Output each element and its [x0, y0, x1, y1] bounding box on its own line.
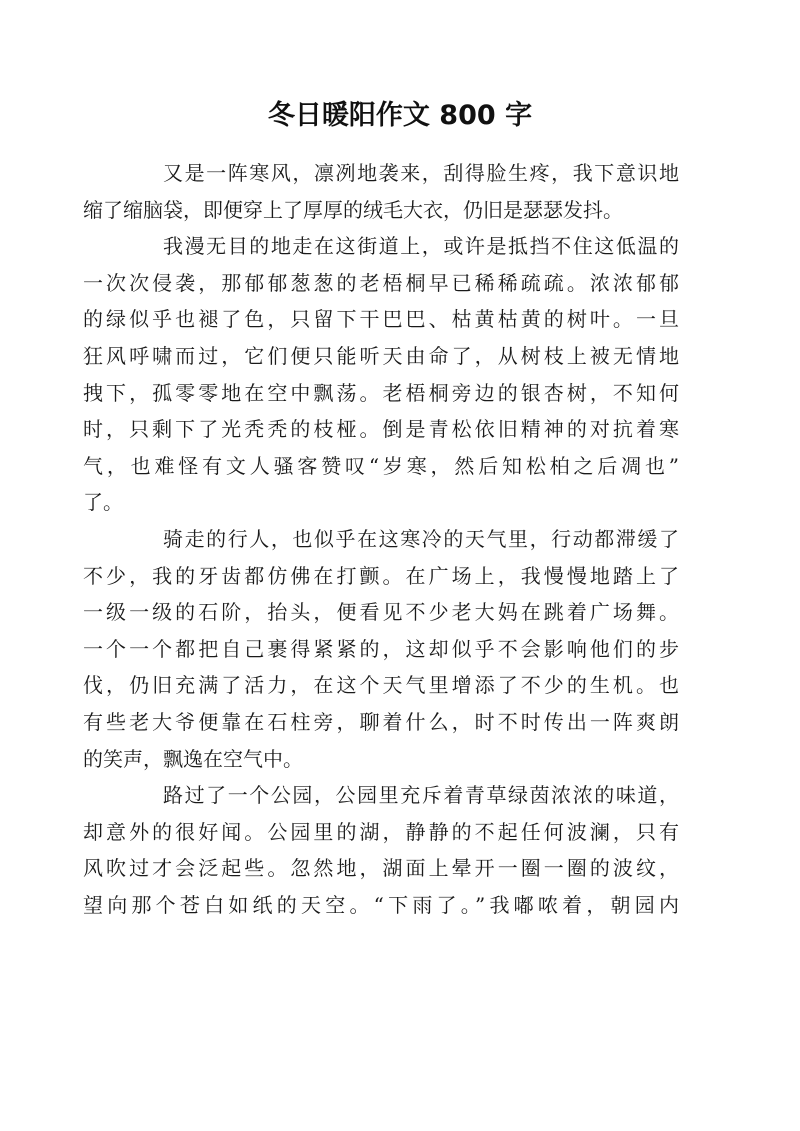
text-line: 有些老大爷便靠在石柱旁，聊着什么，时不时传出一阵爽朗 [83, 709, 679, 734]
text-line: 一级一级的石阶，抬头，便看见不少老大妈在跳着广场舞。 [83, 600, 679, 625]
text-line: 伐，仍旧充满了活力，在这个天气里增添了不少的生机。也 [83, 673, 679, 698]
text-line: 风吹过才会泛起些。忽然地，湖面上晕开一圈一圈的波纹， [83, 856, 679, 881]
text-line: 路过了一个公园，公园里充斥着青草绿茵浓浓的味道， [163, 783, 679, 808]
text-line: 狂风呼啸而过，它们便只能听天由命了，从树枝上被无情地 [83, 343, 679, 368]
text-line: 时，只剩下了光秃秃的枝桠。倒是青松依旧精神的对抗着寒 [83, 417, 679, 442]
document-title: 冬日暖阳作文 800 字 [267, 100, 533, 131]
paragraph-1 [83, 155, 679, 228]
text-line: 我漫无目的地走在这街道上，或许是抵挡不住这低温的 [163, 234, 679, 259]
paragraph-3 [83, 521, 679, 777]
text-line: 的绿似乎也褪了色，只留下干巴巴、枯黄枯黄的树叶。一旦 [83, 307, 679, 332]
text-line: 的笑声，飘逸在空气中。 [83, 746, 303, 771]
text-line: 了。 [83, 490, 123, 515]
text-line: 一个一个都把自己裹得紧紧的，这却似乎不会影响他们的步 [83, 636, 679, 661]
text-line: 不少，我的牙齿都仿佛在打颤。在广场上，我慢慢地踏上了 [83, 563, 679, 588]
text-line: 拽下，孤零零地在空中飘荡。老梧桐旁边的银杏树，不知何 [83, 380, 679, 405]
text-line: 又是一阵寒风，凛冽地袭来，刮得脸生疼，我下意识地 [163, 161, 679, 185]
paragraph-2 [83, 228, 679, 521]
text-line: 一次次侵袭，那郁郁葱葱的老梧桐早已稀稀疏疏。浓浓郁郁 [83, 270, 679, 295]
paragraph-4 [83, 777, 679, 923]
text-line: 缩了缩脑袋，即便穿上了厚厚的绒毛大衣，仍旧是瑟瑟发抖。 [83, 197, 623, 222]
text-line: 气，也难怪有文人骚客赞叹“岁寒，然后知松柏之后凋也” [83, 453, 679, 478]
text-line: 望向那个苍白如纸的天空。“下雨了。”我嘟哝着，朝园内 [83, 892, 679, 917]
document-body [83, 155, 679, 923]
text-line: 骑走的行人，也似乎在这寒冷的天气里，行动都滞缓了 [163, 526, 679, 551]
text-line: 却意外的很好闻。公园里的湖，静静的不起任何波澜，只有 [83, 819, 679, 844]
